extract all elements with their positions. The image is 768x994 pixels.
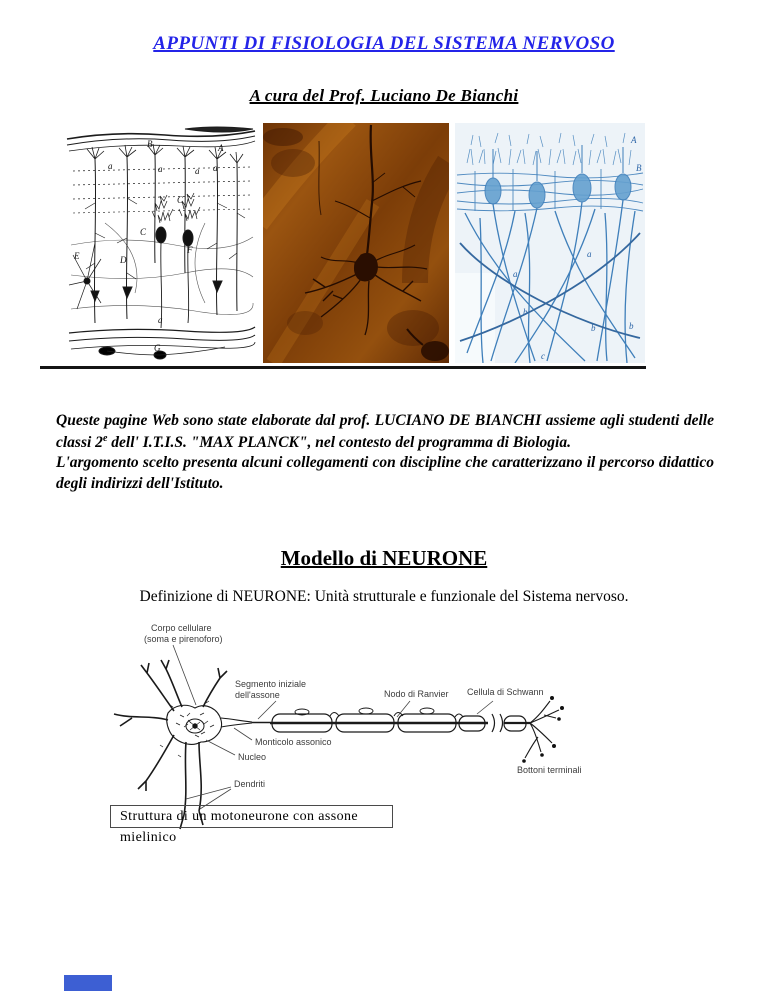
svg-text:a: a (213, 163, 218, 173)
golgi-neuron-micrograph-image (263, 123, 449, 363)
next-page-blue-bar (64, 975, 112, 991)
svg-text:F: F (187, 245, 193, 255)
label-nodo-di-ranvier: Nodo di Ranvier (384, 689, 449, 699)
svg-text:c: c (541, 351, 545, 361)
label-segmento-iniziale: Segmento iniziale dell'assone (235, 679, 307, 700)
svg-text:a: a (158, 164, 163, 174)
svg-text:A: A (631, 135, 637, 145)
svg-text:B: B (636, 163, 642, 173)
neuron-definition-text: Definizione di NEURONE: Unità strutturale e funzionale del Sistema nervoso. (139, 588, 629, 605)
svg-text:a: a (108, 161, 113, 171)
svg-text:b: b (591, 323, 596, 333)
svg-text:G: G (154, 343, 161, 353)
svg-text:D: D (120, 255, 127, 265)
label-corpo-cellulare: Corpo cellulare (soma e pirenoforo) (144, 623, 223, 644)
horizontal-rule (40, 366, 646, 369)
svg-text:B: B (147, 139, 153, 149)
intro-paragraph-1: Queste pagine Web sono state elaborate dal prof. LUCIANO DE BIANCHI assieme agli studenti delle classi 2e dell' I.T.I.S. "MAX PLANCK", nel contesto del programma di Biologia. (56, 412, 714, 451)
svg-text:E: E (74, 251, 80, 261)
intro-text-block (56, 411, 714, 495)
document-subtitle: A cura del Prof. Luciano De Bianchi (249, 86, 519, 105)
label-bottoni-terminali: Bottoni terminali (517, 765, 582, 775)
svg-text:a: a (195, 166, 200, 176)
svg-text:C: C (140, 227, 147, 237)
blue-ink-neurons-drawing-image (455, 123, 645, 363)
svg-text:a: a (158, 315, 163, 325)
svg-text:b: b (523, 307, 528, 317)
label-cellula-di-schwann: Cellula di Schwann (467, 687, 544, 697)
intro-paragraph-2: L'argomento scelto presenta alcuni collegamenti con discipline che caratterizzano il percorso didattico degli indirizzi dell'Istituto. (56, 454, 714, 492)
section-heading: Modello di NEURONE (280, 546, 488, 570)
svg-text:C: C (177, 195, 184, 205)
document-title-link[interactable]: APPUNTI DI FISIOLOGIA DEL SISTEMA NERVOSO (153, 33, 615, 54)
svg-text:a: a (587, 249, 592, 259)
cortex-ink-drawing-image (65, 123, 257, 361)
label-monticolo-assonico: Monticolo assonico (255, 737, 332, 747)
diagram-caption-box: Struttura di un motoneurone con assone mielinico (110, 805, 393, 828)
label-dendriti: Dendriti (234, 779, 266, 789)
svg-text:a: a (513, 269, 518, 279)
svg-text:b: b (629, 321, 634, 331)
label-nucleo: Nucleo (238, 752, 267, 762)
svg-text:A: A (218, 143, 224, 153)
